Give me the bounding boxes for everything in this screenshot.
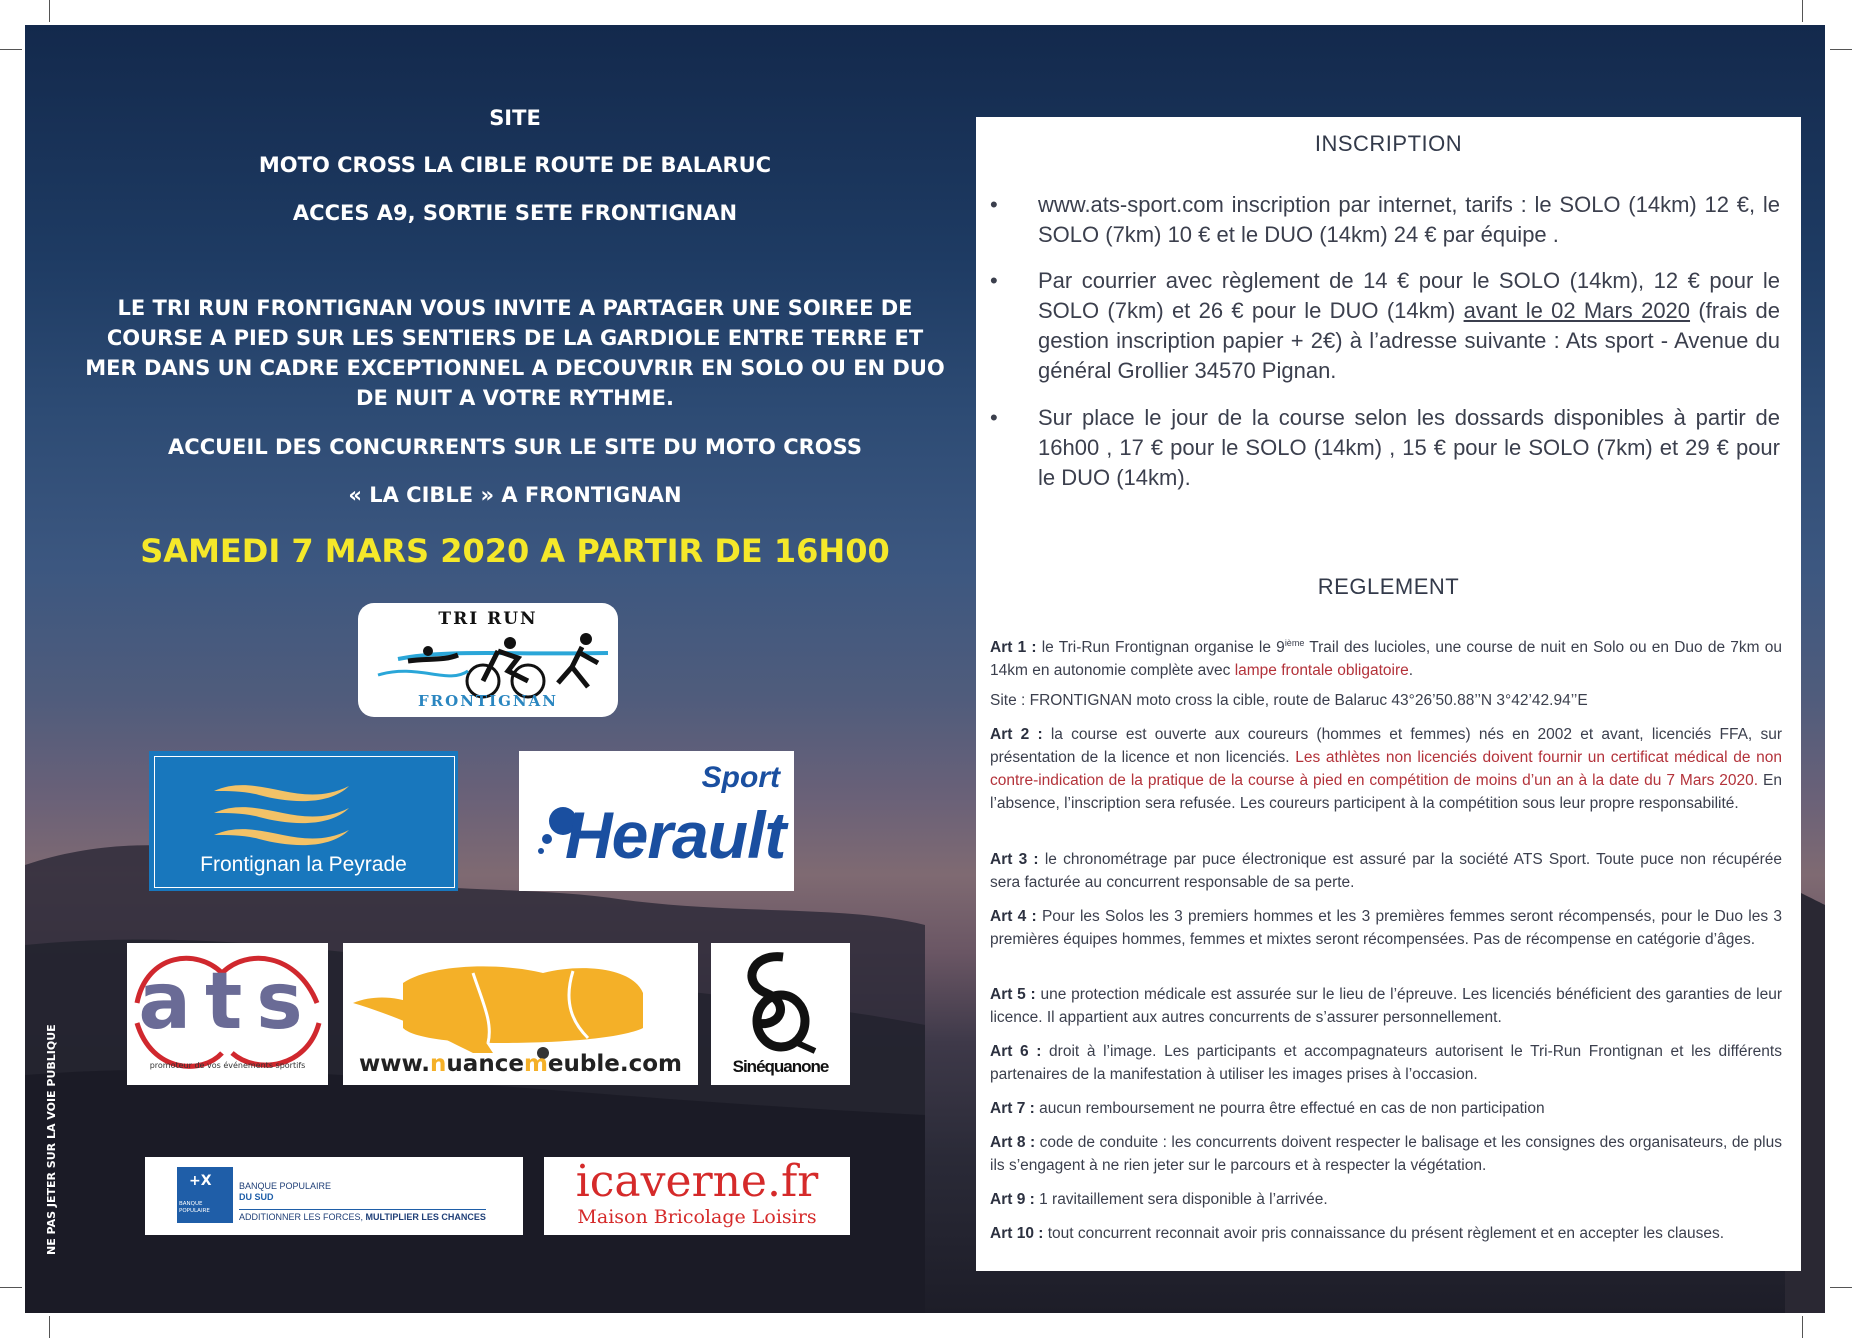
nuance-url-part: www.: [359, 1051, 431, 1077]
rule-highlight: Les athlètes non licenciés doivent fournir un certificat médical de non contre-indication de la pratique de la course à pied en compétition de moins d’un an à la date du 7 Mars 2020.: [990, 749, 1783, 789]
frontignan-name: Frontignan la Peyrade: [200, 853, 407, 876]
icaverne-logo: [544, 1157, 850, 1235]
crop-mark: [1830, 1287, 1852, 1288]
nuance-url-part: uance: [446, 1051, 524, 1077]
rule-label: Art 1 :: [990, 639, 1037, 657]
rule-sup: ième: [1284, 638, 1305, 648]
nuance-url-part: m: [523, 1051, 548, 1077]
rule-highlight: lampe frontale obligatoire: [1234, 662, 1409, 680]
sport-herault-logo: [519, 751, 794, 891]
rule-art-7: [990, 1097, 1782, 1120]
sinequanone-name: Sinéquanone: [732, 1057, 829, 1076]
ats-tagline: promoteur de vos événements sportifs: [149, 1061, 306, 1070]
rule-art-5: [990, 983, 1782, 1029]
banque-populaire-logo: [145, 1157, 523, 1235]
rule-art-10: [990, 1222, 1782, 1245]
invite-line: LE TRI RUN FRONTIGNAN VOUS INVITE A PARTAGER UNE SOIREE DE: [117, 296, 913, 320]
invite-line: DE NUIT A VOTRE RYTHME.: [356, 386, 674, 410]
crop-mark: [0, 1287, 22, 1288]
rule-text: droit à l’image. Les participants et accompagnateurs autorisent le Tri-Run Frontignan et les différents partenaires de la manifestation à utiliser les images prises à l’occasion.: [990, 1043, 1782, 1083]
crop-mark: [1830, 49, 1852, 50]
inscription-mail-part: Par courrier avec règlement de 14 € pour le SOLO (14km), 12 € pour le SOLO (7km) et 26 € pour le DUO (14km): [1038, 268, 1780, 323]
bullet-icon: •: [990, 268, 998, 293]
inscription-online-text: www.ats-sport.com inscription par internet, tarifs : le SOLO (14km) 12 €, le SOLO (7km) 10 € et le DUO (14km) 24 € par équipe .: [1038, 192, 1780, 247]
rule-label: Art 2 :: [990, 726, 1043, 743]
crop-mark: [0, 49, 22, 50]
rule-text: Trail des lucioles, une course de nuit en Solo ou en Duo de 7km ou 14km en autonomie complète avec: [990, 639, 1782, 680]
bp-slogan-part: ADDITIONNER LES FORCES,: [239, 1212, 364, 1222]
nuance-url-part: n: [430, 1051, 447, 1077]
rule-label: Art 10 :: [990, 1225, 1044, 1242]
rule-text: le chronométrage par puce électronique est assuré par la société ATS Sport. Toute puce non récupérée sera facturée au concurrent responsable de sa perte.: [990, 851, 1782, 891]
bp-side-text: BANQUE POPULAIRE: [179, 1201, 210, 1214]
side-note: NE PAS JETER SUR LA VOIE PUBLIQUE: [45, 1024, 58, 1255]
bp-slogan: [239, 1209, 486, 1222]
rule-text: la course est ouverte aux coureurs (hommes et femmes) nés en 2002 et avant, licenciés FFA, sur présentation de la licence et non licenciés.: [990, 726, 1782, 766]
frontignan-la-peyrade-logo: [149, 751, 458, 891]
rule-text: 1 ravitaillement sera disponible à l’arrivée.: [1034, 1191, 1328, 1208]
rule-label: Art 7 :: [990, 1100, 1035, 1117]
tri-run-title: TRI RUN: [438, 609, 538, 629]
ats-name: ats: [138, 957, 317, 1047]
nuance-url-part: euble.com: [547, 1051, 682, 1077]
info-panel: [976, 117, 1801, 1271]
rule-label: Art 9 :: [990, 1191, 1035, 1208]
tri-run-subtitle: FRONTIGNAN: [418, 692, 558, 710]
crop-mark: [49, 0, 50, 22]
rule-text: une protection médicale est assurée sur le lieu de l’épreuve. Les licenciés bénéficient des garanties de leur licence. Il appartient aux autres concurrents de s’assurer personnellement.: [990, 986, 1782, 1026]
inscription-item-onsite: [990, 403, 1780, 493]
rule-label: Art 5 :: [990, 986, 1036, 1003]
bullet-icon: •: [990, 192, 998, 217]
bp-mark: +X: [189, 1173, 212, 1189]
nuance-url: [343, 1051, 698, 1077]
inscription-mail-text: [1038, 266, 1780, 386]
rule-label: Art 3 :: [990, 851, 1039, 868]
bp-region: DU SUD: [239, 1192, 274, 1202]
crop-mark: [49, 1316, 50, 1338]
sinequanone-logo: [711, 943, 850, 1085]
event-date: SAMEDI 7 MARS 2020 A PARTIR DE 16H00: [140, 532, 890, 570]
rule-text: le Tri-Run Frontignan organise le 9: [1036, 639, 1285, 657]
rule-art-8: [990, 1131, 1782, 1177]
tri-run-frontignan-logo: [358, 603, 618, 717]
rule-art-6: [990, 1040, 1782, 1086]
rule-label: Art 6 :: [990, 1043, 1042, 1060]
rule-site: Site : FRONTIGNAN moto cross la cible, route de Balaruc 43°26’50.88’’N 3°42’42.94’’E: [990, 692, 1588, 709]
site-access-line: ACCES A9, SORTIE SETE FRONTIGNAN: [292, 201, 738, 225]
welcome-line: ACCUEIL DES CONCURRENTS SUR LE SITE DU MOTO CROSS: [168, 435, 862, 459]
herault-sport-label: Sport: [701, 761, 780, 794]
inscription-item-online: [990, 190, 1780, 250]
crop-mark: [1802, 0, 1803, 22]
inscription-onsite-text: Sur place le jour de la course selon les dossards disponibles à partir de 16h00 , 17 € pour le SOLO (14km) , 15 € pour le SOLO (7km) et 29 € pour le DUO (14km).: [1038, 405, 1780, 490]
rule-text: code de conduite : les concurrents doivent respecter le balisage et les consignes des organisateurs, de plus ils s’engagent à ne rien jeter sur le parcours et à respecter la végétation.: [990, 1134, 1782, 1174]
inscription-title: INSCRIPTION: [1314, 131, 1463, 156]
rule-text: .: [1408, 662, 1414, 680]
icaverne-name: icaverne.fr: [575, 1157, 819, 1207]
rule-text: aucun remboursement ne pourra être effectué en cas de non participation: [1034, 1100, 1545, 1117]
ats-logo: [127, 943, 328, 1085]
site-title: SITE: [489, 106, 541, 130]
bp-square-icon: [177, 1167, 233, 1223]
bp-name: BANQUE POPULAIRE: [239, 1181, 332, 1191]
bullet-icon: •: [990, 405, 998, 430]
venue-name-line: « LA CIBLE » A FRONTIGNAN: [348, 483, 682, 507]
night-landscape-background: [25, 25, 1825, 1313]
rule-text: tout concurrent reconnait avoir pris connaissance du présent règlement et en accepter les clauses.: [1043, 1225, 1725, 1242]
inscription-item-mail: [990, 266, 1780, 386]
rule-label: Art 4 :: [990, 908, 1037, 925]
rule-art-9: [990, 1188, 1782, 1211]
invite-line: MER DANS UN CADRE EXCEPTIONNEL A DECOUVRIR EN SOLO OU EN DUO: [85, 356, 945, 380]
reglement-title: REGLEMENT: [1317, 574, 1460, 599]
rule-text: Pour les Solos les 3 premiers hommes et les 3 premières femmes seront récompensés, pour le Duo les 3 premières équipes hommes, femmes et mixtes seront récompensées. Pas de récompense en catégorie d’âges.: [990, 908, 1782, 948]
icaverne-tagline: Maison Bricolage Loisirs: [577, 1206, 817, 1228]
site-address-line: MOTO CROSS LA CIBLE ROUTE DE BALARUC: [258, 153, 772, 177]
inscription-mail-part: (frais de gestion inscription papier + 2€) à l’adresse suivante : Ats sport - Avenue du général Grollier 34570 Pignan.: [1038, 298, 1780, 383]
bp-slogan-part: MULTIPLIER LES CHANCES: [365, 1212, 486, 1222]
herault-name: Herault: [565, 798, 786, 872]
rule-art-2: [990, 723, 1782, 815]
rule-text: En l’absence, l’inscription sera refusée. Les coureurs participent à la compétition sous leur propre responsabilité.: [990, 772, 1782, 812]
deadline-date: avant le 02 Mars 2020: [1463, 298, 1691, 323]
crop-mark: [1802, 1316, 1803, 1338]
invite-line: COURSE A PIED SUR LES SENTIERS DE LA GARDIOLE ENTRE TERRE ET: [106, 326, 924, 350]
rule-art-1: [990, 632, 1782, 682]
rule-art-4: [990, 905, 1782, 951]
rule-label: Art 8 :: [990, 1134, 1036, 1151]
nuance-meuble-logo: [343, 943, 698, 1085]
rule-art-3: [990, 848, 1782, 894]
